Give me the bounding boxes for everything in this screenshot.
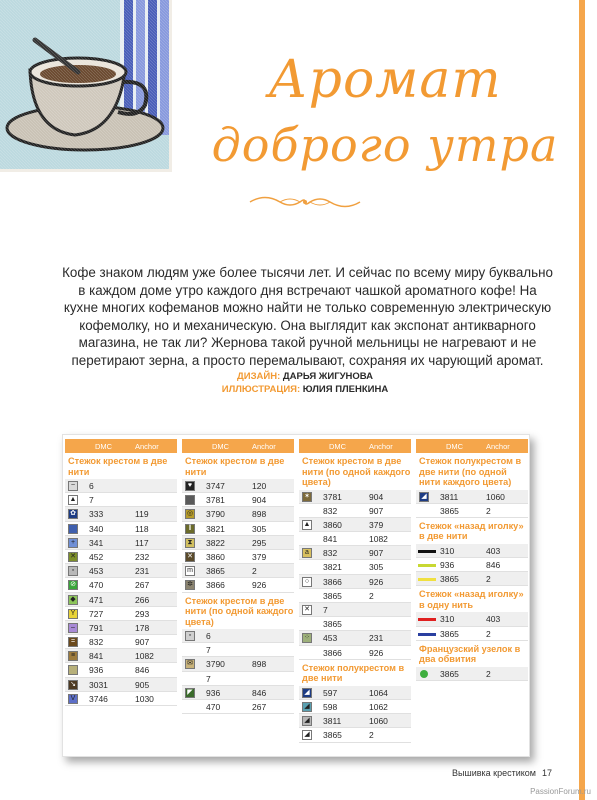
circle-icon: ○ [302, 577, 312, 587]
dmc-code: 3822 [206, 537, 225, 548]
star-icon: ✶ [302, 492, 312, 502]
anchor-code: 305 [369, 562, 384, 573]
key-header [416, 439, 528, 453]
page-title-line2: доброго утра [211, 118, 559, 172]
circle-slash-icon: ⊘ [68, 580, 78, 590]
key-header [182, 439, 294, 453]
cross-icon: ✕ [68, 552, 78, 562]
fill-icon [185, 495, 195, 505]
dots-icon: ⁘ [302, 633, 312, 643]
fill-icon [68, 524, 78, 534]
flower-icon: ✿ [68, 509, 78, 519]
key-row [182, 564, 294, 578]
key-row [65, 493, 177, 507]
stitch-section-title: Французский узелок в два обвития [419, 643, 521, 665]
line-icon [418, 618, 436, 621]
dmc-code: 832 [323, 505, 338, 516]
anchor-code: 2 [486, 574, 491, 585]
anchor-code: 2 [369, 730, 374, 741]
key-row [182, 700, 294, 714]
dmc-code: 6 [89, 481, 94, 491]
dmc-header: DMC [329, 442, 347, 451]
stitch-section-title: Стежок полукрестом в две нити (по одной нити каждого цвета) [419, 456, 522, 487]
dmc-header: DMC [95, 442, 113, 451]
dmc-code: 841 [89, 651, 104, 662]
anchor-code: 846 [135, 665, 150, 676]
anchor-code: 1060 [369, 716, 388, 727]
hourglass-icon: ⧗ [185, 538, 195, 548]
anchor-code: 926 [252, 580, 267, 591]
dmc-code: 832 [323, 548, 338, 559]
equal-icon: = [68, 637, 78, 647]
dmc-code: 471 [89, 594, 104, 605]
dmc-code: 3811 [440, 491, 459, 502]
dmc-code: 453 [323, 633, 338, 644]
key-row [416, 612, 528, 626]
anchor-code: 846 [252, 687, 267, 698]
illustration-label: ИЛЛЮСТРАЦИЯ: [221, 384, 301, 395]
dmc-code: 452 [89, 551, 104, 562]
ornament-divider [245, 193, 365, 211]
key-column [416, 439, 528, 681]
design-label: ДИЗАЙН: [236, 371, 281, 382]
anchor-code: 1082 [369, 534, 388, 545]
key-row [299, 518, 411, 532]
anchor-code: 120 [252, 481, 267, 491]
dmc-code: 3790 [206, 509, 225, 520]
dmc-code: 3865 [440, 505, 459, 516]
key-row [416, 572, 528, 586]
key-row [182, 493, 294, 507]
anchor-code: 2 [486, 505, 491, 516]
key-row [299, 490, 411, 504]
dmc-code: 727 [89, 608, 104, 619]
dmc-code: 3865 [323, 590, 342, 601]
anchor-code: 1060 [486, 491, 505, 502]
key-row [182, 629, 294, 643]
anchor-code: 926 [369, 576, 384, 587]
half-icon: ◢ [302, 716, 312, 726]
anchor-code: 2 [486, 628, 491, 639]
anchor-code: 1030 [135, 693, 154, 704]
half-icon: ◢ [419, 492, 429, 502]
anchor-code: 267 [135, 580, 150, 591]
wave-icon: ~ [68, 481, 78, 491]
design-name: ДАРЬЯ ЖИГУНОВА [282, 371, 373, 382]
page-edge-bar [579, 0, 585, 800]
stitch-section-title: Стежок крестом в две нити (по одной каждого цвета) [302, 456, 411, 487]
line-icon [418, 578, 436, 581]
key-row [299, 504, 411, 518]
anchor-code: 898 [252, 509, 267, 520]
m-icon: m [185, 566, 195, 576]
anchor-code: 295 [252, 537, 267, 548]
page-footer [452, 768, 552, 778]
key-row [299, 646, 411, 660]
dmc-code: 597 [323, 687, 338, 698]
key-row [182, 479, 294, 493]
dmc-code: 3747 [206, 481, 225, 491]
anchor-header: Anchor [369, 442, 393, 451]
key-row [182, 550, 294, 564]
dmc-code: 470 [206, 701, 221, 712]
dmc-code: 3866 [323, 647, 342, 658]
anchor-header: Anchor [252, 442, 276, 451]
dmc-code: 936 [206, 687, 221, 698]
credits [160, 370, 450, 396]
key-row [182, 536, 294, 550]
magazine-name: Вышивка крестиком [452, 768, 536, 778]
dmc-header: DMC [446, 442, 464, 451]
key-row [65, 621, 177, 635]
anchor-code: 403 [486, 614, 501, 625]
dmc-code: 598 [323, 701, 338, 712]
key-row [299, 686, 411, 700]
dmc-code: 3821 [206, 523, 225, 534]
key-row [65, 607, 177, 621]
key-row [299, 603, 411, 617]
key-row [299, 575, 411, 589]
anchor-code: 266 [135, 594, 150, 605]
page-number: 17 [541, 768, 552, 778]
stitch-section-title: Стежок крестом в две нити [68, 456, 168, 477]
dmc-code: 7 [89, 495, 94, 506]
dmc-code: 453 [89, 566, 104, 577]
anchor-code: 907 [369, 505, 384, 516]
line-icon [418, 633, 436, 636]
anchor-code: 907 [369, 548, 384, 559]
key-row [299, 560, 411, 574]
key-row [182, 507, 294, 521]
key-row [65, 479, 177, 493]
anchor-code: 231 [135, 566, 150, 577]
key-row [182, 578, 294, 592]
anchor-code: 904 [252, 495, 267, 506]
anchor-code: 305 [252, 523, 267, 534]
key-row [299, 532, 411, 546]
dmc-code: 841 [323, 534, 338, 545]
key-row [182, 657, 294, 671]
dmc-code: 6 [206, 631, 211, 641]
key-row [299, 589, 411, 603]
key-row [416, 490, 528, 504]
key-row [65, 692, 177, 706]
anchor-code: 2 [369, 590, 374, 601]
dmc-code: 340 [89, 523, 104, 534]
line-icon [418, 550, 436, 553]
stitch-section-title: Стежок крестом в две нити [185, 456, 285, 477]
dmc-code: 341 [89, 537, 104, 548]
anchor-code: 403 [486, 545, 501, 556]
key-row [182, 672, 294, 686]
key-row [65, 507, 177, 521]
dmc-code: 310 [440, 545, 455, 556]
dmc-code: 3746 [89, 693, 108, 704]
dmc-code: 3781 [206, 495, 225, 506]
envelope-icon: ✉ [185, 659, 195, 669]
anchor-header: Anchor [135, 442, 159, 451]
anchor-code: 267 [252, 701, 267, 712]
dmc-code: 3865 [440, 668, 459, 679]
page-title-line1: Аромат [268, 50, 502, 110]
anchor-code: 379 [252, 551, 267, 562]
anchor-code: 2 [252, 566, 257, 577]
square-icon: ▫ [68, 566, 78, 576]
diamond-icon: ◆ [68, 595, 78, 605]
dmc-code: 3866 [206, 580, 225, 591]
dmc-code: 7 [206, 645, 211, 656]
anchor-code: 898 [252, 659, 267, 670]
anchor-code: 231 [369, 633, 384, 644]
anchor-header: Anchor [486, 442, 510, 451]
key-row [65, 593, 177, 607]
dmc-code: 3865 [440, 628, 459, 639]
triangle-icon: ▲ [303, 520, 311, 528]
anchor-code: 1062 [369, 701, 388, 712]
plus-icon: + [68, 538, 78, 548]
dmc-code: 832 [89, 637, 104, 648]
dmc-code: 7 [206, 673, 211, 684]
stitch-section-title: Стежок полукрестом в две нити [302, 662, 405, 684]
anchor-code: 1082 [135, 651, 154, 662]
key-row [416, 667, 528, 681]
dmc-code: 310 [440, 614, 455, 625]
key-column [182, 439, 294, 714]
anchor-code: 119 [135, 509, 149, 520]
intro-text: Кофе знаком людям уже более тысячи лет. И сейчас по всему миру буквально в каждом доме утро каждого дня встречают чашкой ароматного кофе! На кухне многих кофеманов можно найти не только современную электрическую кофемолку, но и механическую. Она выглядит как экспонат антикварного магазина, не так ли? Жернова такой ручной мельницы не нагревают и не перетирают зерна, а просто перемалывают, сохраняя их чарующий аромат. [62, 265, 553, 368]
dmc-code: 3860 [323, 519, 342, 530]
line-icon [418, 564, 436, 567]
key-row [299, 617, 411, 631]
anchor-code: 846 [486, 560, 501, 571]
coffee-cup-photo [0, 0, 172, 172]
dmc-code: 3865 [440, 574, 459, 585]
half-icon: ◢ [302, 730, 312, 740]
key-row [65, 635, 177, 649]
dmc-code: 7 [323, 605, 328, 615]
key-header [299, 439, 411, 453]
anchor-code: 118 [135, 523, 149, 534]
x-icon: ✕ [302, 605, 312, 615]
dmc-code: 3866 [323, 576, 342, 587]
key-row [65, 550, 177, 564]
cross-icon: ✕ [185, 552, 195, 562]
key-row [65, 678, 177, 692]
corner-icon: ◤ [185, 688, 195, 698]
bars-icon: ≡ [68, 651, 78, 661]
dmc-code: 3821 [323, 562, 342, 573]
dmc-code: 3781 [323, 491, 342, 502]
key-row [182, 522, 294, 536]
dmc-code: 936 [89, 665, 104, 676]
key-column [65, 439, 177, 706]
arrow-icon: ↘ [68, 680, 78, 690]
dmc-code: 333 [89, 509, 104, 520]
key-row [65, 564, 177, 578]
dmc-code: 3031 [89, 679, 108, 690]
heart-icon: ♥ [185, 481, 195, 491]
dmc-code: 3865 [323, 730, 342, 741]
dmc-code: 470 [89, 580, 104, 591]
key-row [299, 728, 411, 742]
stitch-section-title: Стежок «назад иголку» в одну нить [419, 589, 524, 610]
key-row [65, 522, 177, 536]
key-row [65, 578, 177, 592]
key-header [65, 439, 177, 453]
anchor-code: 293 [135, 608, 150, 619]
key-row [182, 686, 294, 700]
illustration-name: ЮЛИЯ ПЛЕНКИНА [302, 384, 389, 395]
dmc-code: 3860 [206, 551, 225, 562]
anchor-code: 232 [135, 551, 150, 562]
key-row [416, 544, 528, 558]
anchor-code: 1064 [369, 687, 388, 698]
key-row [299, 714, 411, 728]
dmc-code: 936 [440, 560, 455, 571]
key-row [182, 643, 294, 657]
gear-icon: ✲ [185, 580, 195, 590]
stitch-section-title: Стежок крестом в две нити (по одной каждого цвета) [185, 595, 294, 627]
anchor-code: 379 [369, 519, 384, 530]
dmc-code: 3865 [206, 566, 225, 577]
stitch-section-title: Стежок «назад иголку» в две нити [419, 520, 524, 542]
anchor-code: 905 [135, 679, 150, 690]
triangle-icon: ▲ [69, 496, 77, 504]
a-icon: a [302, 548, 312, 558]
anchor-code: 904 [369, 491, 384, 502]
key-row [65, 649, 177, 663]
anchor-code: 2 [486, 668, 491, 679]
key-row [299, 631, 411, 645]
anchor-code: 178 [135, 622, 150, 633]
anchor-code: 117 [135, 537, 149, 548]
key-row [416, 504, 528, 518]
fill-icon [68, 665, 78, 675]
dmc-code: 791 [89, 622, 104, 633]
key-row [65, 663, 177, 677]
y-icon: Y [68, 609, 78, 619]
dmc-code: 3811 [323, 716, 342, 727]
dmc-header: DMC [212, 442, 230, 451]
stitch-key-table [62, 434, 530, 757]
key-column [299, 439, 411, 743]
half-icon: ◢ [302, 688, 312, 698]
v-icon: V [68, 694, 78, 704]
half-icon: ◢ [302, 702, 312, 712]
key-row [416, 558, 528, 572]
square-icon: ▫ [185, 631, 195, 641]
key-row [65, 536, 177, 550]
key-row [416, 627, 528, 641]
dmc-code: 3865 [323, 619, 342, 630]
key-row [299, 546, 411, 560]
anchor-code: 926 [369, 647, 384, 658]
dot-icon [420, 670, 428, 678]
anchor-code: 907 [135, 637, 150, 648]
watermark: PassionForum.ru [530, 787, 591, 796]
double-bar-icon: ‖ [185, 524, 195, 534]
dmc-code: 3790 [206, 659, 225, 670]
dash-icon: – [68, 623, 78, 633]
key-row [299, 700, 411, 714]
ring-icon: ◎ [186, 510, 194, 518]
